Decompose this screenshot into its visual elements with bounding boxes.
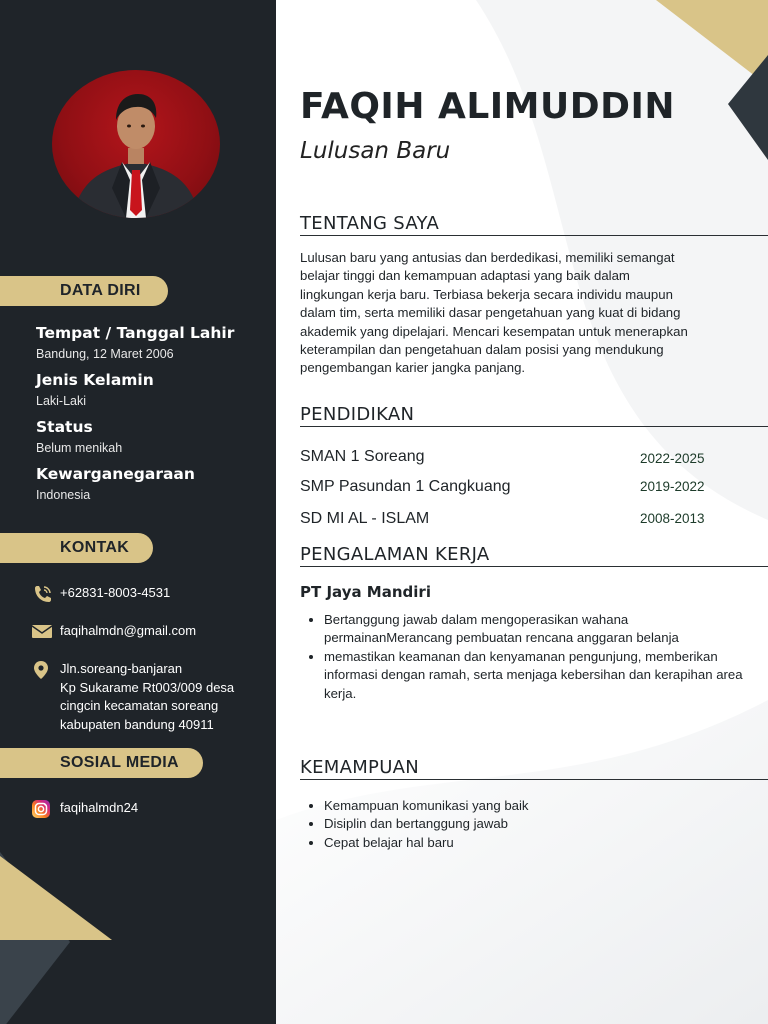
instagram-handle: faqihalmdn24: [60, 800, 139, 815]
address-line-3: cingcin kecamatan soreang: [60, 698, 219, 713]
about-line: Lulusan baru yang antusias dan berdedikasi, memiliki semangat: [300, 250, 675, 265]
education-years: 2019-2022: [640, 479, 705, 494]
education-school: SMP Pasundan 1 Cangkuang: [300, 478, 511, 495]
address-line-4: kabupaten bandung 40911: [60, 716, 214, 732]
profile-title: Lulusan Baru: [300, 138, 451, 164]
contact-email[interactable]: [32, 623, 196, 642]
email-address: faqihalmdn@gmail.com: [60, 623, 197, 638]
field-value-birth: Bandung, 12 Maret 2006: [36, 347, 174, 361]
field-label-status: Status: [36, 418, 93, 436]
contact-address: [32, 660, 234, 734]
section-pill-data-diri: [0, 276, 168, 306]
sosial-media-heading: SOSIAL MEDIA: [60, 754, 179, 771]
address-line-1: Jln.soreang-banjaran: [60, 661, 183, 676]
skill-item: • Disiplin dan bertanggung jawab: [324, 815, 744, 833]
skills-list: [300, 797, 744, 852]
about-line: lingkungan kerja baru. Terbiasa bekerja secara individu maupun: [300, 286, 673, 302]
data-diri-heading: DATA DIRI: [60, 282, 141, 299]
kontak-heading: KONTAK: [60, 539, 130, 556]
about-paragraph: [300, 249, 750, 378]
location-pin-icon: [32, 660, 54, 683]
education-school: SD MI AL - ISLAM: [300, 510, 430, 527]
field-label-birth: Tempat / Tanggal Lahir: [36, 324, 235, 342]
person-portrait-icon: [52, 70, 220, 218]
about-line: belajar tinggi dan kemampuan adaptasi yang baik dalam: [300, 268, 630, 284]
experience-list: [300, 611, 744, 703]
skill-item: • Cepat belajar hal baru: [324, 834, 744, 852]
experience-heading: PENGALAMAN KERJA: [300, 544, 768, 567]
section-pill-kontak: [0, 533, 153, 563]
contact-instagram[interactable]: [32, 800, 138, 821]
profile-photo: [52, 70, 220, 218]
field-label-nationality: Kewarganegaraan: [36, 465, 195, 483]
about-line: dalam tim, serta memiliki dasar pengetahuan yang kuat di bidang: [300, 305, 681, 321]
experience-item: • Bertanggung jawab dalam mengoperasikan wahana permainanMerancang pembuatan rencana anggaran belanja: [324, 611, 744, 648]
education-years: 2008-2013: [640, 511, 705, 526]
about-line: keterampilan dan pengetahuan dalam posisi yang mendukung: [300, 342, 664, 358]
field-label-gender: Jenis Kelamin: [36, 371, 154, 389]
about-heading: TENTANG SAYA: [300, 213, 768, 236]
experience-item: • memastikan keamanan dan kenyamanan pengunjung, memberikan informasi dengan ramah, serta menjaga kebersihan dan kerapihan area kerja.: [324, 648, 744, 703]
skill-item: • Kemampuan komunikasi yang baik: [324, 797, 744, 815]
education-heading: PENDIDIKAN: [300, 404, 768, 427]
phone-number: +62831-8003-4531: [60, 585, 171, 600]
about-line: akademik yang dipelajari. Mencari kesempatan untuk menerapkan: [300, 323, 688, 339]
experience-company: PT Jaya Mandiri: [300, 583, 431, 601]
contact-phone[interactable]: [32, 585, 170, 606]
education-school: SMAN 1 Soreang: [300, 448, 425, 465]
skills-heading: KEMAMPUAN: [300, 757, 768, 780]
main-content: [276, 0, 768, 1024]
about-line: pengembangan karier jangka panjang.: [300, 360, 526, 376]
field-value-gender: Laki-Laki: [36, 394, 87, 408]
profile-name: FAQIH ALIMUDDIN: [300, 86, 676, 127]
field-value-status: Belum menikah: [36, 441, 123, 455]
instagram-icon: [32, 800, 54, 821]
sidebar-decoration-gold: [0, 856, 112, 940]
sidebar: [0, 0, 276, 1024]
field-value-nationality: Indonesia: [36, 488, 91, 502]
section-pill-sosial-media: [0, 748, 203, 778]
mail-icon: [32, 623, 54, 642]
education-years: 2022-2025: [640, 451, 705, 466]
phone-icon: [32, 585, 54, 606]
address-line-2: Kp Sukarame Rt003/009 desa: [60, 679, 235, 695]
